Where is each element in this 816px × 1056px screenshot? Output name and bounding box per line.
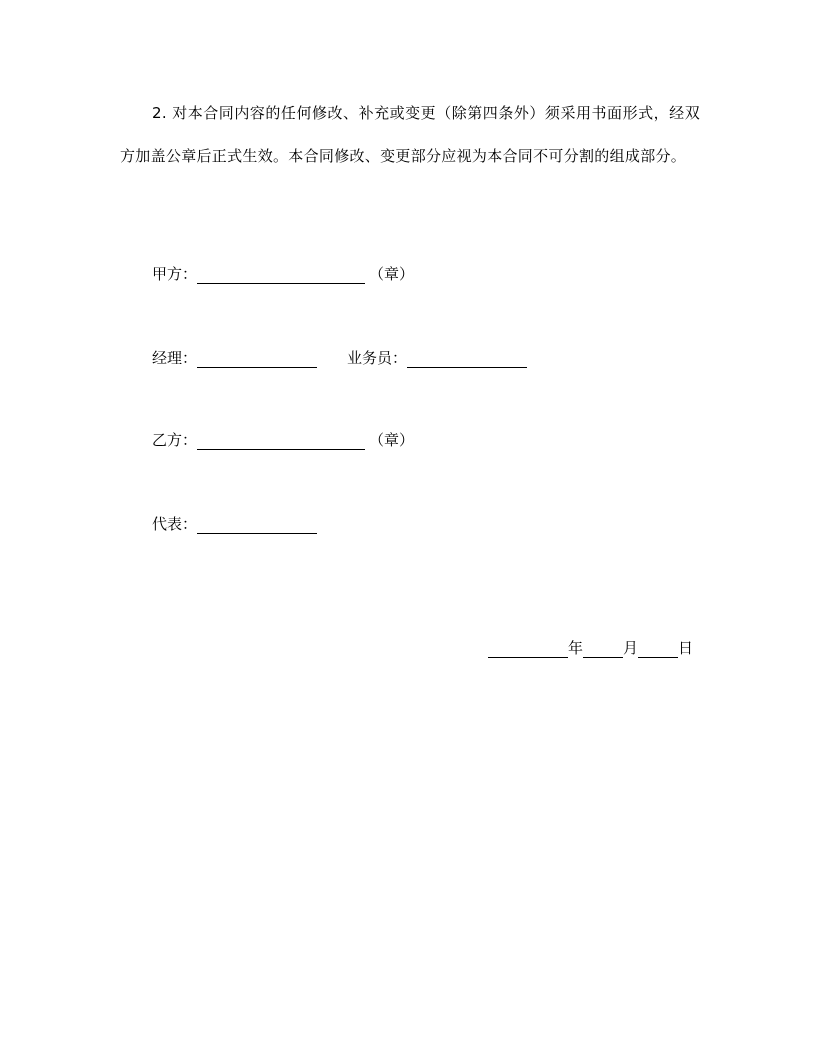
party-a-label: 甲方：	[152, 265, 198, 283]
representative-line	[152, 512, 317, 534]
day-label: 日	[678, 639, 694, 657]
party-b-line	[152, 428, 414, 450]
manager-line	[152, 346, 527, 368]
date-line	[488, 636, 693, 658]
party-b-seal: （章）	[369, 431, 415, 449]
manager-blank[interactable]	[197, 349, 317, 368]
month-blank[interactable]	[583, 639, 623, 658]
month-label: 月	[623, 639, 639, 657]
salesperson-label: 业务员：	[347, 349, 408, 367]
salesperson-blank[interactable]	[407, 349, 527, 368]
representative-label: 代表：	[152, 515, 198, 533]
party-b-label: 乙方：	[152, 431, 198, 449]
amendment-clause: 2. 对本合同内容的任何修改、补充或变更（除第四条外）须采用书面形式，经双方加盖公章后正式生效。本合同修改、变更部分应视为本合同不可分割的组成部分。	[120, 104, 700, 165]
party-a-blank[interactable]	[197, 265, 365, 284]
day-blank[interactable]	[638, 639, 678, 658]
year-blank[interactable]	[488, 639, 568, 658]
manager-label: 经理：	[152, 349, 198, 367]
representative-blank[interactable]	[197, 515, 317, 534]
party-a-line	[152, 262, 414, 284]
party-a-seal: （章）	[369, 265, 415, 283]
year-label: 年	[568, 639, 584, 657]
party-b-blank[interactable]	[197, 431, 365, 450]
